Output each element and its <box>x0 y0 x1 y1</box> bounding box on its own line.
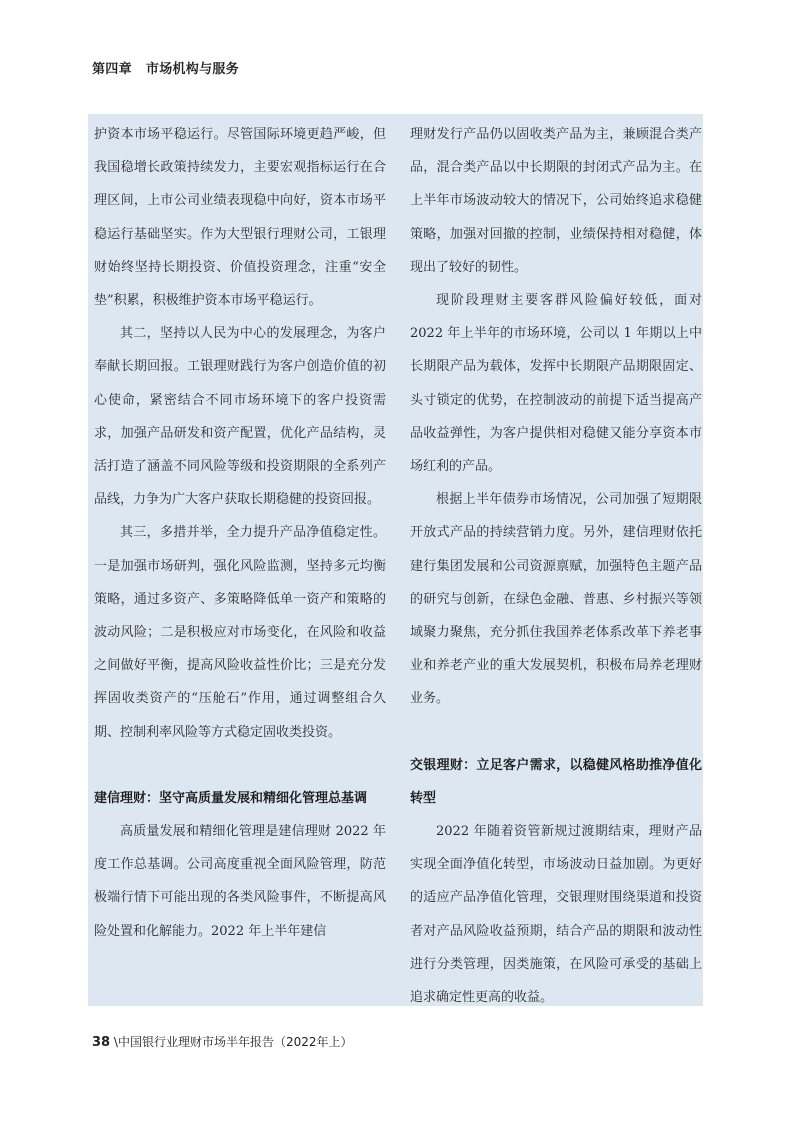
section-spacer <box>410 716 702 749</box>
chapter-number: 第四章 <box>92 62 132 77</box>
left-paragraph-2: 其二，坚持以人民为中心的发展理念，为客户奉献长期回报。工银理财践行为客户创造价值的初心使命，紧密结合不同市场环境下的客户投资需求，加强产品研发和资产配置，优化产品结构，灵活打造了涵盖不同风险等级和投资期限的全系列产品线，力争为广大客户获取长期稳健的投资回报。 <box>94 326 386 508</box>
chapter-title: 市场机构与服务 <box>145 62 240 77</box>
left-paragraph-4: 高质量发展和精细化管理是建信理财 2022 年度工作总基调。公司高度重视全面风险管理，防范极端行情下可能出现的各类风险事件，不断提高风险处置和化解能力。2022 年上半年建信 <box>94 824 386 939</box>
right-paragraph-3: 根据上半年债券市场情况，公司加强了短期限开放式产品的持续营销力度。另外，建信理财依托建行集团发展和公司资源禀赋，加强特色主题产品的研究与创新，在绿色金融、普惠、乡村振兴等领域聚力聚焦，充分抓住我国养老体系改革下养老事业和养老产业的重大发展契机，积极布局养老理财业务。 <box>410 492 702 707</box>
page-footer <box>92 1033 353 1050</box>
publication-title: 中国银行业理财市场半年报告（2022年上） <box>117 1035 353 1049</box>
right-paragraph-4: 2022 年随着资管新规过渡期结束，理财产品实现全面净值化转型，市场波动日益加剧。为更好的适应产品净值化管理，交银理财围绕渠道和投资者对产品风险收益预期，结合产品的期限和波动性进行分类管理，因类施策，在风险可承受的基础上追求确定性更高的收益。 <box>410 824 702 1006</box>
section-spacer <box>94 749 386 782</box>
left-paragraph-1: 护资本市场平稳运行。尽管国际环境更趋严峻，但我国稳增长政策持续发力，主要宏观指标运行在合理区间，上市公司业绩表现稳中向好，资本市场平稳运行基础坚实。作为大型银行理财公司，工银理财始终坚持长期投资、价值投资理念，注重“安全垫”积累，积极维护资本市场平稳运行。 <box>94 127 386 309</box>
section-heading-ccb-wealth: 建信理财：坚守高质量发展和精细化管理总基调 <box>94 790 368 806</box>
left-paragraph-3: 其三，多措并举，全力提升产品净值稳定性。一是加强市场研判，强化风险监测，坚持多元均衡策略，通过多资产、多策略降低单一资产和策略的波动风险；二是积极应对市场变化，在风险和收益之间做好平衡，提高风险收益性价比；三是充分发挥固收类资产的“压舱石”作用，通过调整组合久期、控制利率风险等方式稳定固收类投资。 <box>94 525 386 740</box>
right-paragraph-1: 理财发行产品仍以固收类产品为主，兼顾混合类产品，混合类产品以中长期限的封闭式产品为主。在上半年市场波动较大的情况下，公司始终追求稳健策略，加强对回撤的控制，业绩保持相对稳健，体现出了较好的韧性。 <box>410 127 702 275</box>
chapter-header <box>92 58 239 77</box>
left-column <box>94 118 386 948</box>
section-heading-bocom-wealth: 交银理财：立足客户需求，以稳健风格助推净值化转型 <box>410 757 702 806</box>
right-paragraph-2: 现阶段理财主要客群风险偏好较低，面对 2022 年上半年的市场环境，公司以 1 年期以上中长期限产品为载体，发挥中长期限产品期限固定、头寸锁定的优势，在控制波动的前提下适当提高产品收益弹性，为客户提供相对稳健又能分享资本市场红利的产品。 <box>410 293 702 475</box>
footer-separator: \ <box>113 1035 118 1049</box>
right-column <box>410 118 702 1014</box>
page-number: 38 <box>92 1035 111 1050</box>
